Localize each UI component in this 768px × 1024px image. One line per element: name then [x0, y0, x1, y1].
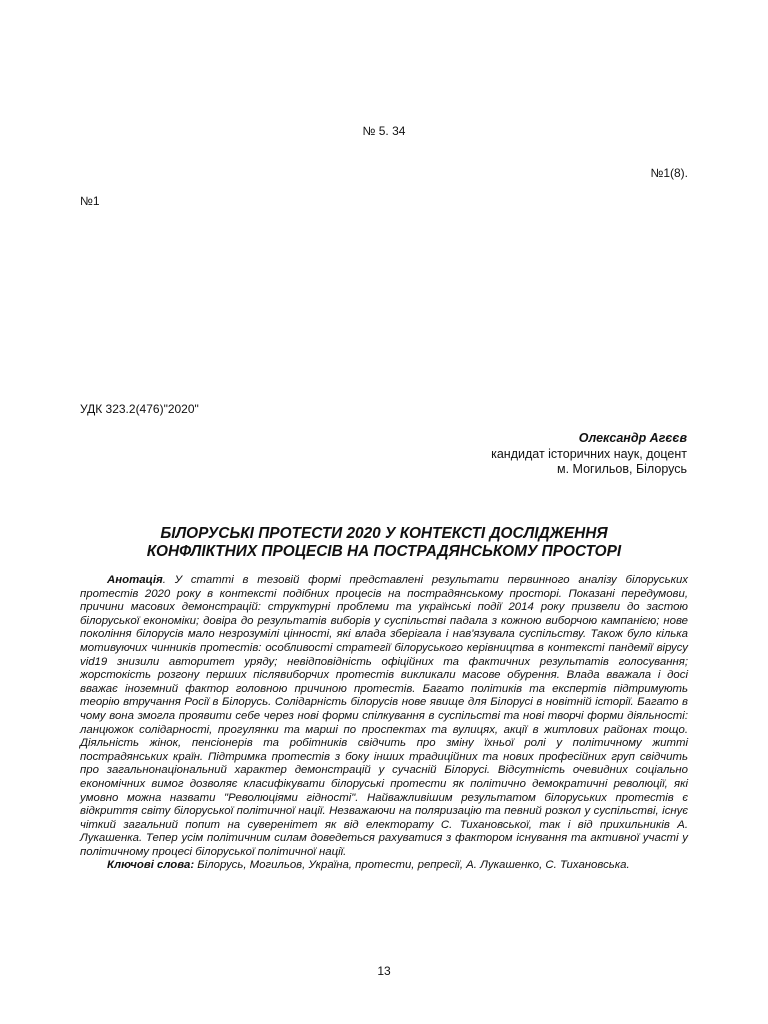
author-location: м. Могильов, Білорусь — [557, 462, 687, 476]
abstract-paragraph — [80, 574, 688, 859]
udk-code: УДК 323.2(476)"2020" — [80, 402, 199, 416]
keywords-text: Білорусь, Могильов, Україна, протести, репресії, А. Лукашенко, С. Тихановська. — [194, 859, 630, 872]
author-name: Олександр Агєєв — [578, 431, 687, 445]
journal-issue-number: № 5. 34 — [362, 124, 406, 138]
author-degree: кандидат історичних наук, доцент — [491, 446, 687, 461]
article-title — [80, 525, 688, 561]
journal-issue-number-left: №1 — [80, 194, 100, 208]
article-title-line-1: БІЛОРУСЬКІ ПРОТЕСТИ 2020 У КОНТЕКСТІ ДОСЛІДЖЕННЯ — [160, 525, 608, 542]
author-block — [491, 431, 687, 478]
abstract-section — [80, 574, 688, 873]
abstract-label: Анотація — [107, 574, 163, 586]
keywords-paragraph — [80, 859, 688, 873]
keywords-label: Ключові слова: — [107, 859, 195, 872]
article-title-line-2: КОНФЛІКТНИХ ПРОЦЕСІВ НА ПОСТРАДЯНСЬКОМУ ПРОСТОРІ — [146, 543, 622, 560]
page-number: 13 — [377, 964, 391, 978]
abstract-text: . У статті в тезовій формі представлені результати первинного аналізу білоруських протестів 2020 року в контексті подібних процесів на пострадянському просторі. Показані передумови, причини масових демонстрацій: структурні проблеми та українські події 2014 року призвели до застою білоруської економіки; довіра до результатів виборів у суспільстві падала з кожною виборчою кампанією; нове покоління білорусів мало незрозумілі цінності, які влада зберігала і нав'язувала суспільству. Також було кілька мотивуючих чинників протестів: особливості стратегії білоруського керівництва в контексті пандемії вірусу vid19 знизили авторитет уряду; невідповідність офіційних та фактичних результатів голосування; жорстокість розгону перших післявиборчих протестів викликали масове обурення. Влада вважала і досі вважає іноземний фактор головною причиною протестів. Багато політиків та експертів підтримують теорію втручання Росії в Білорусь. Солідарність білорусів нове явище для Білорусі в новітній історії. Багато в чому вона змогла проявити себе через нові форми спілкування в суспільстві та нові творчі форми діяльності: ланцюжок солідарності, прогулянки та марші по проспектах та вулицях, акції в житлових районах тощо. Діяльність жінок, пенсіонерів та робітників свідчить про зміну їхньої ролі у політичному житті пострадянських країн. Підтримка протестів з боку інших традиційних та нових професійних груп свідчить про загальнонаціональний характер демонстрацій у сучасній Білорусі. Відсутність очевидних соціально економічних вимог дозволяє класифікувати білоруські протести як політично демократичні революції, які умовно можна назвати "Революціями гідності". Найважливішим результатом білоруських протестів є відкриття світу білоруської політичної нації. Незважаючи на поляризацію та певний розкол у суспільстві, існує чіткий загальний попит на суверенітет як від електорату С. Тихановської, так і від прихильників А. Лукашенка. Тепер усім політичним силам доведеться рахуватися з фактором існування та активної участі у політичному процесі білоруської політичної нації. — [80, 574, 688, 858]
journal-issue-number-right: №1(8). — [650, 166, 688, 180]
